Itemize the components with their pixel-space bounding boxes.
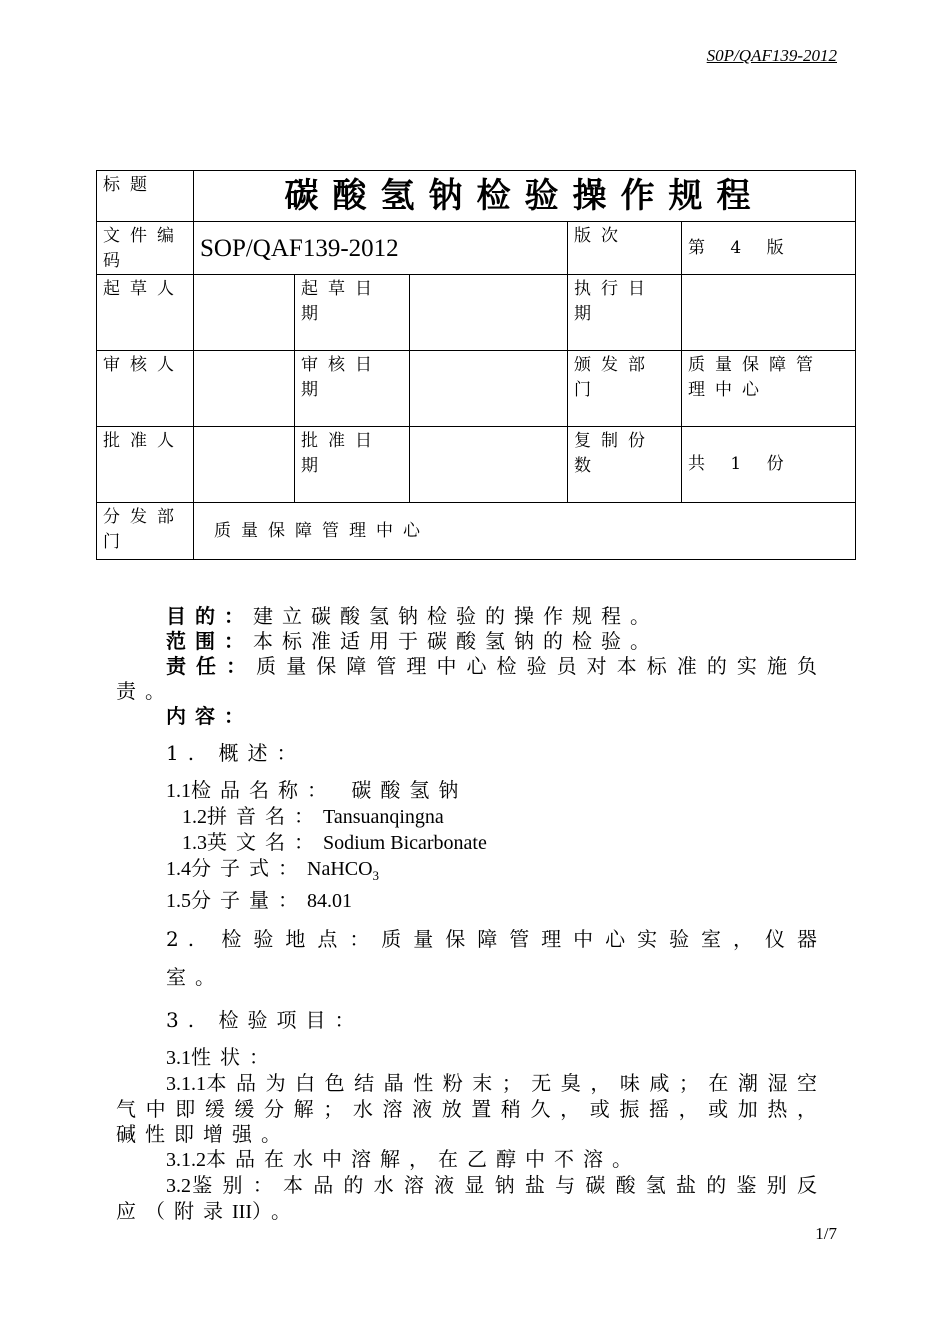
page-number: 1/7 — [815, 1224, 837, 1243]
document-title: 碳酸氢钠检验操作规程 — [194, 171, 856, 222]
purpose-text: 建立碳酸氢钠检验的操作规程。 — [253, 604, 659, 628]
version-label: 版次 — [568, 222, 682, 275]
title-label: 标题 — [97, 171, 194, 222]
scope-text: 本标准适用于碳酸氢钠的检验。 — [253, 629, 659, 653]
document-code: SOP/QAF139-2012 — [194, 222, 568, 275]
code-label: 文件编码 — [97, 222, 194, 275]
responsibility-paragraph — [116, 654, 826, 704]
drafter-value — [194, 275, 295, 351]
section-1-3: 1.3英文名：Sodium Bicarbonate — [182, 830, 487, 854]
distribution-label: 分发部门 — [97, 503, 194, 560]
issue-dept-label: 颁发部门 — [568, 351, 682, 427]
scope-label: 范围： — [166, 629, 253, 653]
section-3: 3. 检验项目： — [166, 1008, 364, 1032]
draft-date-value — [410, 275, 568, 351]
review-date-label: 审核日期 — [295, 351, 410, 427]
section-1-4: 1.4分子式：NaHCO$_3$ — [166, 856, 380, 883]
draft-date-label: 起草日期 — [295, 275, 410, 351]
purpose-paragraph — [116, 604, 826, 629]
issue-dept-value: 质量保障管理中心 — [682, 351, 856, 427]
responsibility-text: 质量保障管理中心检验员对本标准的实施负责。 — [116, 654, 827, 703]
approver-label: 批准人 — [97, 427, 194, 503]
reviewer-value — [194, 351, 295, 427]
section-1-2: 1.2拼音名：Tansuanqingna — [182, 804, 444, 828]
approve-date-label: 批准日期 — [295, 427, 410, 503]
document-code-header: S0P/QAF139-2012 — [706, 46, 837, 65]
copies-value: 共 1 份 — [682, 427, 856, 503]
document-info-table — [96, 170, 856, 560]
section-3-1-2: 3.1.2本品在水中溶解，在乙醇中不溶。 — [166, 1147, 641, 1171]
approve-date-value — [410, 427, 568, 503]
copies-label: 复制份数 — [568, 427, 682, 503]
section-1-1: 1.1检品名称： 碳酸氢钠 — [166, 778, 468, 802]
responsibility-label: 责任： — [166, 654, 257, 678]
distribution-value: 质量保障管理中心 — [194, 503, 856, 560]
review-date-value — [410, 351, 568, 427]
drafter-label: 起草人 — [97, 275, 194, 351]
reviewer-label: 审核人 — [97, 351, 194, 427]
section-1: 1. 概述： — [166, 741, 306, 765]
section-1-5: 1.5分子量：84.01 — [166, 888, 352, 912]
approver-value — [194, 427, 295, 503]
section-3-2: 3.2鉴别：本品的水溶液显钠盐与碳酸氢盐的鉴别反应（附录III）。 — [116, 1173, 826, 1223]
scope-paragraph — [116, 629, 826, 654]
version-value: 第 4 版 — [682, 222, 856, 275]
section-3-1-1: 3.1.1本品为白色结晶性粉末；无臭，味咸；在潮湿空气中即缓缓分解；水溶液放置稍久，或振摇，或加热，碱性即增强。 — [116, 1071, 826, 1146]
exec-date-label: 执行日期 — [568, 275, 682, 351]
exec-date-value — [682, 275, 856, 351]
content-heading: 内容： — [166, 704, 253, 728]
section-2: 2. 检验地点：质量保障管理中心实验室，仪器室。 — [166, 927, 826, 989]
purpose-label: 目的： — [166, 604, 253, 628]
document-body — [116, 604, 826, 1225]
section-3-1: 3.1性状： — [166, 1045, 278, 1069]
